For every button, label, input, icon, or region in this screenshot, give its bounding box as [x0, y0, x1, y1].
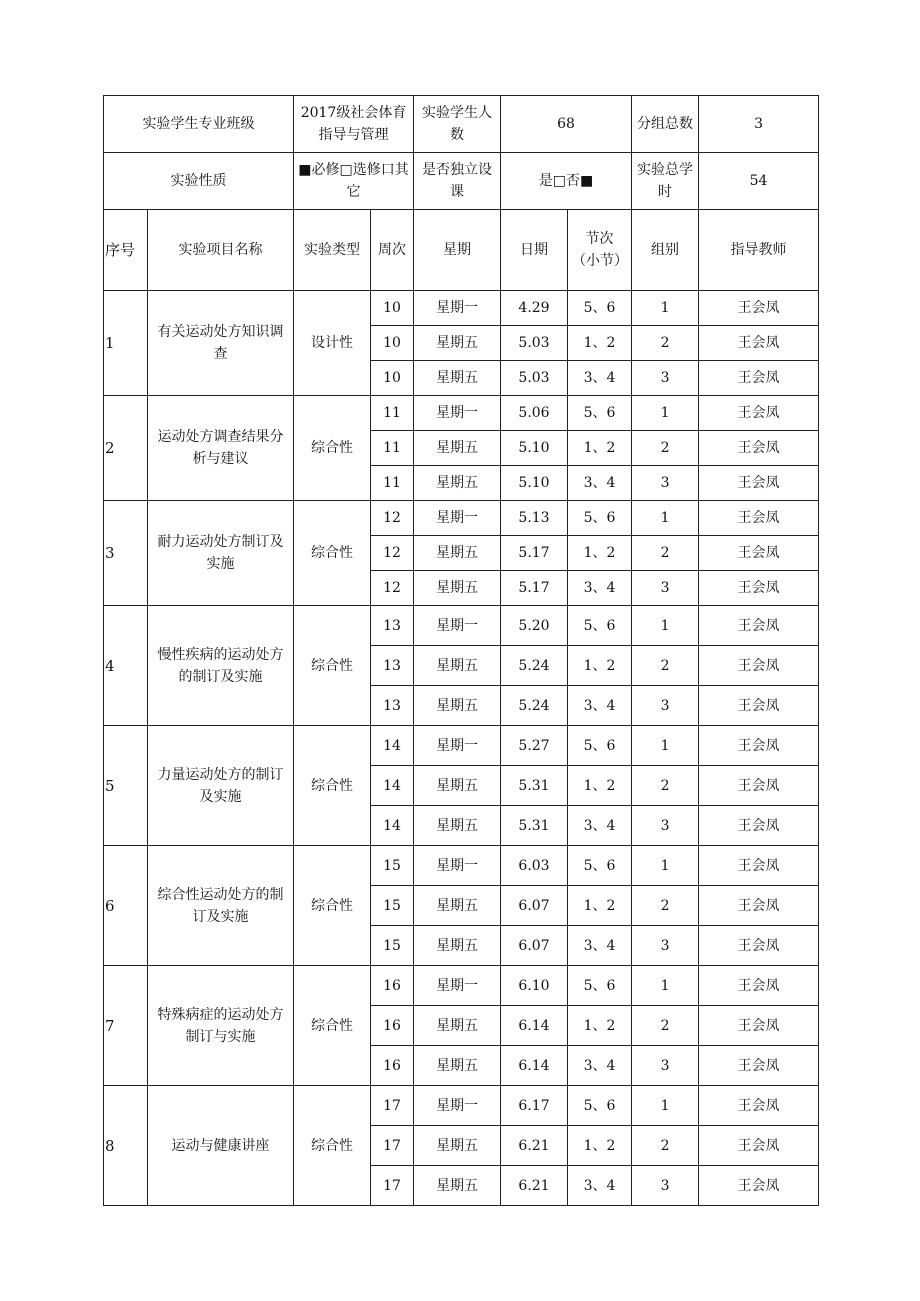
- table-body: [104, 96, 819, 1206]
- session-date: 6.07: [501, 886, 568, 926]
- session-period: 5、6: [568, 1086, 632, 1126]
- table-row: [104, 846, 819, 886]
- session-weekday: 星期五: [414, 431, 501, 466]
- session-period: 3、4: [568, 361, 632, 396]
- session-teacher: 王会凤: [699, 606, 819, 646]
- session-group: 2: [632, 646, 699, 686]
- project-index: 2: [104, 396, 148, 501]
- session-teacher: 王会凤: [699, 646, 819, 686]
- session-period: 1、2: [568, 536, 632, 571]
- session-date: 6.17: [501, 1086, 568, 1126]
- session-week: 14: [371, 726, 414, 766]
- session-week: 15: [371, 886, 414, 926]
- session-group: 2: [632, 326, 699, 361]
- project-type: 综合性: [294, 501, 371, 606]
- groups-label: 分组总数: [632, 96, 699, 153]
- session-week: 10: [371, 291, 414, 326]
- session-week: 14: [371, 806, 414, 846]
- session-group: 2: [632, 431, 699, 466]
- session-date: 5.31: [501, 766, 568, 806]
- session-week: 11: [371, 431, 414, 466]
- project-type: 综合性: [294, 966, 371, 1086]
- session-week: 13: [371, 686, 414, 726]
- project-index: 4: [104, 606, 148, 726]
- session-date: 6.03: [501, 846, 568, 886]
- session-weekday: 星期一: [414, 726, 501, 766]
- session-teacher: 王会凤: [699, 291, 819, 326]
- class-label: 实验学生专业班级: [104, 96, 294, 153]
- session-weekday: 星期一: [414, 606, 501, 646]
- session-weekday: 星期一: [414, 846, 501, 886]
- session-weekday: 星期五: [414, 886, 501, 926]
- header-group: 组别: [632, 210, 699, 291]
- session-date: 5.10: [501, 431, 568, 466]
- session-weekday: 星期五: [414, 646, 501, 686]
- table-row: [104, 966, 819, 1006]
- session-weekday: 星期一: [414, 291, 501, 326]
- session-weekday: 星期五: [414, 1006, 501, 1046]
- column-header-row: [104, 210, 819, 291]
- session-date: 5.27: [501, 726, 568, 766]
- count-value: 68: [501, 96, 632, 153]
- session-weekday: 星期五: [414, 1126, 501, 1166]
- session-week: 11: [371, 466, 414, 501]
- session-date: 6.21: [501, 1166, 568, 1206]
- hours-value: 54: [699, 153, 819, 210]
- session-teacher: 王会凤: [699, 1086, 819, 1126]
- session-group: 3: [632, 686, 699, 726]
- project-name: [148, 291, 294, 396]
- info-row-nature: [104, 153, 819, 210]
- session-group: 1: [632, 606, 699, 646]
- project-name: [148, 726, 294, 846]
- header-week: 周次: [371, 210, 414, 291]
- session-week: 10: [371, 361, 414, 396]
- session-teacher: 王会凤: [699, 1166, 819, 1206]
- session-date: 6.10: [501, 966, 568, 1006]
- nature-label: 实验性质: [104, 153, 294, 210]
- class-value: 2017级社会体育指导与管理: [294, 96, 414, 153]
- count-label: 实验学生人数: [414, 96, 501, 153]
- header-teacher: 指导教师: [699, 210, 819, 291]
- session-period: 1、2: [568, 886, 632, 926]
- session-date: 6.07: [501, 926, 568, 966]
- session-week: 16: [371, 1006, 414, 1046]
- session-period: 5、6: [568, 726, 632, 766]
- session-teacher: 王会凤: [699, 886, 819, 926]
- session-group: 2: [632, 886, 699, 926]
- session-date: 5.24: [501, 646, 568, 686]
- session-week: 17: [371, 1086, 414, 1126]
- project-name: [148, 606, 294, 726]
- session-group: 3: [632, 466, 699, 501]
- session-group: 1: [632, 1086, 699, 1126]
- project-name-text: 运动处方调查结果分析与建议: [157, 429, 284, 467]
- session-date: 5.03: [501, 326, 568, 361]
- project-name: [148, 966, 294, 1086]
- header-type: 实验类型: [294, 210, 371, 291]
- session-weekday: 星期五: [414, 466, 501, 501]
- session-date: 5.31: [501, 806, 568, 846]
- project-name-text: 耐力运动处方制订及实施: [157, 534, 284, 572]
- project-name-text: 慢性疾病的运动处方的制订及实施: [157, 646, 284, 685]
- session-group: 3: [632, 926, 699, 966]
- project-name-text: 有关运动处方知识调查: [157, 324, 284, 362]
- session-date: 6.14: [501, 1046, 568, 1086]
- session-group: 2: [632, 1126, 699, 1166]
- session-week: 10: [371, 326, 414, 361]
- project-name-text: 力量运动处方的制订及实施: [157, 766, 284, 805]
- session-week: 11: [371, 396, 414, 431]
- independent-value: 是□否■: [501, 153, 632, 210]
- session-weekday: 星期五: [414, 686, 501, 726]
- session-date: 6.21: [501, 1126, 568, 1166]
- session-weekday: 星期一: [414, 1086, 501, 1126]
- session-date: 6.14: [501, 1006, 568, 1046]
- session-group: 2: [632, 536, 699, 571]
- session-date: 5.20: [501, 606, 568, 646]
- session-date: 5.06: [501, 396, 568, 431]
- session-weekday: 星期五: [414, 536, 501, 571]
- session-weekday: 星期五: [414, 806, 501, 846]
- session-period: 1、2: [568, 766, 632, 806]
- project-type: 设计性: [294, 291, 371, 396]
- session-group: 1: [632, 501, 699, 536]
- header-weekday: 星期: [414, 210, 501, 291]
- session-weekday: 星期五: [414, 766, 501, 806]
- session-period: 5、6: [568, 606, 632, 646]
- session-weekday: 星期一: [414, 396, 501, 431]
- session-group: 1: [632, 291, 699, 326]
- session-weekday: 星期五: [414, 926, 501, 966]
- table-row: [104, 606, 819, 646]
- nature-value: ■必修□选修口其它: [294, 153, 414, 210]
- header-project: 实验项目名称: [148, 210, 294, 291]
- session-group: 1: [632, 846, 699, 886]
- session-teacher: 王会凤: [699, 466, 819, 501]
- project-type: 综合性: [294, 846, 371, 966]
- session-teacher: 王会凤: [699, 571, 819, 606]
- project-index: 1: [104, 291, 148, 396]
- session-week: 15: [371, 846, 414, 886]
- hours-label: 实验总学时: [632, 153, 699, 210]
- session-week: 16: [371, 1046, 414, 1086]
- experiment-schedule-table: [103, 95, 819, 1206]
- session-week: 13: [371, 646, 414, 686]
- session-teacher: 王会凤: [699, 396, 819, 431]
- session-group: 1: [632, 396, 699, 431]
- project-type: 综合性: [294, 1086, 371, 1206]
- project-index: 5: [104, 726, 148, 846]
- session-group: 3: [632, 1046, 699, 1086]
- session-week: 16: [371, 966, 414, 1006]
- project-index: 8: [104, 1086, 148, 1206]
- session-group: 3: [632, 806, 699, 846]
- session-period: 1、2: [568, 646, 632, 686]
- session-teacher: 王会凤: [699, 686, 819, 726]
- session-period: 1、2: [568, 1006, 632, 1046]
- session-period: 5、6: [568, 846, 632, 886]
- table-row: [104, 726, 819, 766]
- project-name-text: 运动与健康讲座: [171, 1137, 270, 1154]
- project-index: 3: [104, 501, 148, 606]
- session-teacher: 王会凤: [699, 431, 819, 466]
- project-name: [148, 1086, 294, 1206]
- project-type: 综合性: [294, 726, 371, 846]
- session-teacher: 王会凤: [699, 806, 819, 846]
- session-date: 5.17: [501, 536, 568, 571]
- session-teacher: 王会凤: [699, 926, 819, 966]
- session-period: 3、4: [568, 686, 632, 726]
- session-period: 1、2: [568, 431, 632, 466]
- session-period: 3、4: [568, 466, 632, 501]
- session-date: 5.10: [501, 466, 568, 501]
- session-teacher: 王会凤: [699, 766, 819, 806]
- session-period: 1、2: [568, 1126, 632, 1166]
- session-period: 5、6: [568, 966, 632, 1006]
- table-row: [104, 501, 819, 536]
- session-teacher: 王会凤: [699, 726, 819, 766]
- project-name: [148, 501, 294, 606]
- session-weekday: 星期五: [414, 326, 501, 361]
- session-teacher: 王会凤: [699, 1006, 819, 1046]
- table-row: [104, 1086, 819, 1126]
- session-period: 3、4: [568, 571, 632, 606]
- session-date: 5.24: [501, 686, 568, 726]
- session-teacher: 王会凤: [699, 326, 819, 361]
- session-weekday: 星期五: [414, 1046, 501, 1086]
- session-week: 12: [371, 571, 414, 606]
- project-type: 综合性: [294, 606, 371, 726]
- session-weekday: 星期五: [414, 361, 501, 396]
- session-date: 5.03: [501, 361, 568, 396]
- project-name-text: 综合性运动处方的制订及实施: [157, 886, 284, 925]
- session-teacher: 王会凤: [699, 536, 819, 571]
- session-week: 17: [371, 1166, 414, 1206]
- table-row: [104, 291, 819, 326]
- session-week: 12: [371, 536, 414, 571]
- session-week: 14: [371, 766, 414, 806]
- session-group: 1: [632, 726, 699, 766]
- session-weekday: 星期一: [414, 501, 501, 536]
- session-weekday: 星期一: [414, 966, 501, 1006]
- project-name: [148, 846, 294, 966]
- header-date: 日期: [501, 210, 568, 291]
- session-week: 17: [371, 1126, 414, 1166]
- session-period: 5、6: [568, 396, 632, 431]
- session-week: 15: [371, 926, 414, 966]
- project-name-text: 特殊病症的运动处方制订与实施: [157, 1006, 284, 1045]
- session-period: 5、6: [568, 501, 632, 536]
- session-period: 3、4: [568, 1166, 632, 1206]
- project-type: 综合性: [294, 396, 371, 501]
- session-group: 3: [632, 571, 699, 606]
- session-weekday: 星期五: [414, 1166, 501, 1206]
- session-date: 5.13: [501, 501, 568, 536]
- session-period: 1、2: [568, 326, 632, 361]
- header-period: 节次（小节）: [568, 210, 632, 291]
- session-date: 4.29: [501, 291, 568, 326]
- info-row-class: [104, 96, 819, 153]
- session-weekday: 星期五: [414, 571, 501, 606]
- project-name: [148, 396, 294, 501]
- session-teacher: 王会凤: [699, 1046, 819, 1086]
- session-teacher: 王会凤: [699, 1126, 819, 1166]
- project-index: 6: [104, 846, 148, 966]
- session-teacher: 王会凤: [699, 966, 819, 1006]
- session-week: 13: [371, 606, 414, 646]
- table-row: [104, 396, 819, 431]
- independent-label: 是否独立设课: [414, 153, 501, 210]
- session-date: 5.17: [501, 571, 568, 606]
- session-group: 2: [632, 1006, 699, 1046]
- session-group: 3: [632, 361, 699, 396]
- session-period: 3、4: [568, 806, 632, 846]
- header-index: 序号: [104, 210, 148, 291]
- session-period: 3、4: [568, 926, 632, 966]
- session-group: 2: [632, 766, 699, 806]
- session-teacher: 王会凤: [699, 846, 819, 886]
- groups-value: 3: [699, 96, 819, 153]
- schedule-document: [103, 95, 818, 1206]
- project-index: 7: [104, 966, 148, 1086]
- session-teacher: 王会凤: [699, 501, 819, 536]
- session-teacher: 王会凤: [699, 361, 819, 396]
- session-period: 5、6: [568, 291, 632, 326]
- session-period: 3、4: [568, 1046, 632, 1086]
- session-week: 12: [371, 501, 414, 536]
- session-group: 3: [632, 1166, 699, 1206]
- session-group: 1: [632, 966, 699, 1006]
